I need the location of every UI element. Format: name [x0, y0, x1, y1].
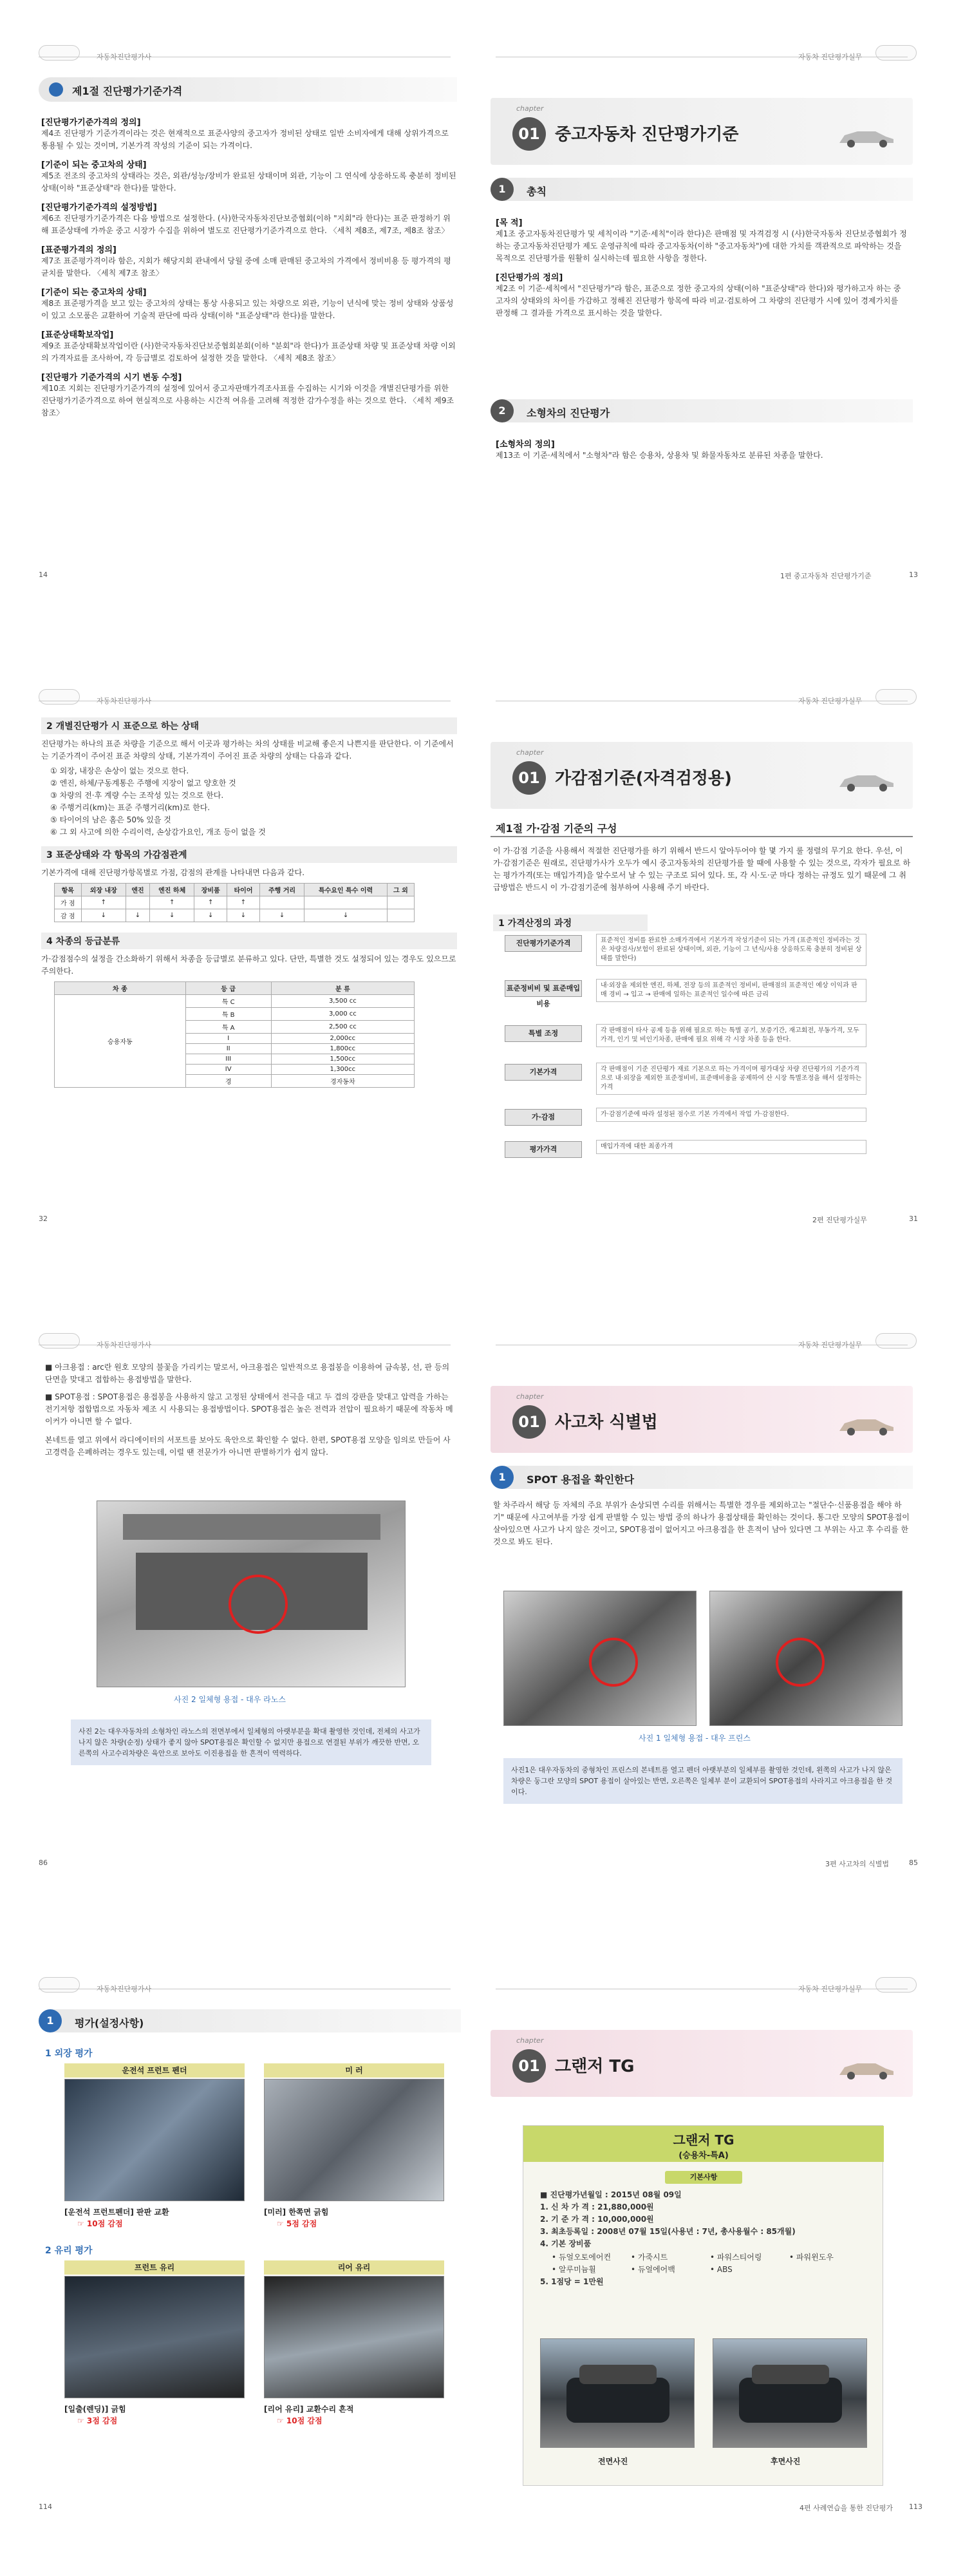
article-text: 제4조 진단평가 기준가격이라는 것은 현재적으로 표준사양의 중고자가 정비된 상태로 일반 소비자에게 대해 상위가격으로 통용될 수 있는 것이며, 기본가격 작성의 기준이 되는 가격이다.	[41, 129, 449, 150]
page-number: 31	[909, 1215, 918, 1223]
header-title: 자동차진단평가사	[97, 1341, 152, 1349]
front-car-photo	[540, 2338, 695, 2448]
section-bar	[491, 399, 913, 422]
article-text: 제6조 진단평가기준가격은 다음 방법으로 설정한다. (사)한국자동차진단보증협회(이하 "지회"라 한다)는 표준 판정하기 위해 표준상태에 가까운 중고 시장가 수집을 위하여 별도로 진단평가기준가격으로 한다. 〈세칙 제8조, 제7조, 제8조 참조〉	[41, 214, 451, 235]
article-heading: [기준이 되는 중고차의 상태]	[41, 288, 147, 298]
page-86	[26, 1352, 476, 1874]
paragraph: 본네트를 열고 위에서 라디에이터의 서포트를 보아도 육안으로 확인할 수 없다. 한편, SPOT용접 모양을 임의로 만들어 사고경력을 은폐하려는 경우도 있는데, 이럴 땐 전문가가 아니면 판별하기가 쉽지 않다.	[45, 1435, 451, 1457]
article-heading: [표준평가격의 정의]	[41, 245, 117, 255]
article-text: 제8조 표준평가격을 보고 있는 중고차의 상태는 통상 사용되고 있는 차량으로 외관, 기능이 년식에 맞는 정비 상태와 상품성이 있고 소모품은 교환하여 기술적 판단에 따라 상태(이하 "표준상태"라 한다)를 말한다.	[41, 299, 454, 320]
highlight-circle-icon	[710, 1591, 903, 1726]
table-cell: ↑	[227, 896, 260, 909]
page-number: 14	[39, 571, 48, 579]
table-cell	[387, 896, 414, 909]
rear-photo-caption: 후면사진	[771, 2457, 801, 2466]
sub-heading: 2 개별진단평가 시 표준으로 하는 상태	[41, 717, 457, 734]
sub-heading: 1 가격산정의 과정	[493, 914, 648, 931]
front-glass-deduction: ☞ 3점 감점	[77, 2416, 118, 2425]
table-cell: 1,800cc	[271, 1044, 414, 1054]
article-heading: [표준상태확보작업]	[41, 330, 114, 340]
section-title: 소형차의 진단평가	[527, 407, 610, 419]
spec-line: 4. 기본 장비품	[540, 2239, 592, 2248]
list-item: ② 엔진, 하체/구동계통은 주행에 지장이 없고 양호한 것	[50, 779, 236, 788]
table-row	[55, 909, 415, 922]
table-cell: ↑	[194, 896, 227, 909]
option-item: • 듀얼오토에어컨	[552, 2253, 612, 2262]
table-header-cell: 타이어	[227, 884, 260, 896]
rear-car-photo	[713, 2338, 867, 2448]
header-title: 자동차 진단평가실무	[798, 53, 863, 61]
flow-box: 평가가격	[505, 1141, 582, 1158]
content	[45, 1361, 457, 1459]
page-13	[478, 64, 928, 586]
table-cell: ↓	[259, 909, 304, 922]
flow-text: 각 판매점이 타사 공제 등을 위해 필요로 하는 특별 공기, 보증기간, 재고회전, 부동가격, 모두가격, 인기 및 비인기차종, 판매에 필요 위해 각 시장 차종 등을 한다.	[596, 1024, 866, 1047]
chapter-banner	[491, 742, 913, 809]
chapter-banner	[491, 2030, 913, 2097]
section-number: 1	[39, 2009, 62, 2032]
spec-line: 3. 최초등록일 : 2008년 07월 15일(사용년 : 7년, 총사용월수 : 85개월)	[540, 2227, 796, 2236]
weld-photo-right	[709, 1591, 903, 1726]
grade-table	[54, 981, 415, 1088]
points-table	[54, 883, 415, 922]
chapter-title: 사고차 식별법	[555, 1413, 658, 1432]
spread-4	[0, 1932, 954, 2524]
table-header-row	[55, 982, 415, 995]
page-number: 114	[39, 2503, 52, 2511]
section-bar	[39, 2009, 461, 2032]
front-glass-desc: [일출(렌딩)] 긁힘	[64, 2405, 126, 2414]
engine-photo	[97, 1501, 406, 1687]
chapter-number: 01	[512, 761, 546, 795]
page-number: 86	[39, 1859, 48, 1867]
page-114	[26, 1996, 476, 2518]
page-14	[26, 64, 476, 586]
option-item: • 듀얼에어백	[631, 2265, 675, 2274]
sub-heading: 3 표준상태와 각 항목의 가감점관계	[41, 846, 457, 863]
flow-box: 표준정비비 및 표준매입 비용	[505, 980, 582, 997]
section-dot-icon	[49, 82, 63, 97]
flow-box: 특별 조정	[505, 1025, 582, 1042]
header-title: 자동차진단평가사	[97, 53, 152, 61]
table-header-cell: 주행 거리	[259, 884, 304, 896]
table-header-cell: 등 급	[185, 982, 271, 995]
options-grid	[552, 2251, 868, 2276]
list-item: ⑤ 타이어의 남은 홈은 50% 있을 것	[50, 815, 171, 824]
paragraph: 할 차주라서 해당 등 자체의 주요 부위가 손상되면 수리를 위해서는 특별한 경우를 제외하고는 "절단수·신품용접을 해야 하기" 때문에 사고여부를 가장 쉽게 판별할 수 있는 방법 중의 하나가 용접상태를 확인하는 것이다. 통그란 모양의 SPOT용접이 살아있으면 사고가 나지 않은 것이고, SPOT용접이 없어지고 아크용접을 한 흔적이 남아 있다면 그 부위는 사고 후 수리를 한 것으로 봐도 된다.	[493, 1501, 910, 1546]
page-32	[26, 708, 476, 1230]
price-flow	[493, 935, 912, 1193]
section-number: 1	[491, 178, 514, 201]
header-title: 자동차 진단평가실무	[798, 1985, 863, 1993]
articles	[496, 431, 908, 462]
section-bar	[491, 1466, 913, 1489]
photo-caption: 사진 1 일체형 용접 - 대우 프린스	[639, 1734, 751, 1743]
mirror-photo	[264, 2079, 444, 2201]
section-title: 평가(설정사항)	[75, 2017, 144, 2029]
table-cell	[126, 896, 149, 909]
chapter-label: chapter	[516, 1392, 544, 1401]
table-header-cell: 항목	[55, 884, 82, 896]
section-title: SPOT 용접을 확인한다	[527, 1473, 635, 1486]
page-31	[478, 708, 928, 1230]
paragraph: 가·감점점수의 설정을 간소화하기 위해서 차종을 등급별로 분류하고 있다. 단만, 특별한 것도 설정되어 있는 경우도 있으므로 주의한다.	[41, 954, 456, 976]
flow-text: 가·감점기준에 따라 설정된 점수로 기본 가격에서 작업 가·감점한다.	[596, 1108, 866, 1122]
car-icon	[836, 124, 897, 149]
car-icon	[836, 768, 897, 793]
flow-box: 기본가격	[505, 1064, 582, 1081]
article-text: 제9조 표준상태확보작업이란 (사)한국자동차진단보증협회분회(이하 "분회"라 한다)가 표준상태 차량 및 표준상태 차량 이외의 가격자료를 조사하여, 각 등급별로 검토하여 설정한 것을 말한다. 〈세칙 제8조 참조〉	[41, 341, 456, 363]
spec-title: 그랜저 TG	[673, 2132, 734, 2148]
front-photo-caption: 전면사진	[598, 2457, 628, 2466]
paragraph: 진단평가는 하나의 표준 차량을 기준으로 해서 이곳과 평가하는 차의 상태를 비교해 좋은지 나쁜지를 판단한다. 이 기준에서는 기준가격이 주어진 표준 차량의 상태, 기본가격이 주어진 표준 차량의 상태는 다음과 같다.	[41, 739, 454, 761]
table-header-cell: 특수요인 특수 이력	[304, 884, 388, 896]
table-cell: ↓	[81, 909, 126, 922]
article-text: 제13조 이 기준·세칙에서 "소형차"라 함은 승용차, 상용차 및 화물자동차로 분류된 차종을 말한다.	[496, 451, 823, 460]
rear-glass-photo	[264, 2276, 444, 2398]
page-footer-title: 4편 사례연습을 통한 진단평가	[800, 2504, 893, 2512]
section-bar	[491, 178, 913, 201]
list-item: ① 외장, 내장은 손상이 없는 것으로 한다.	[50, 766, 189, 775]
table-cell: 1,300cc	[271, 1065, 414, 1075]
table-cell: 특 B	[185, 1008, 271, 1021]
header-title: 자동차진단평가사	[97, 697, 152, 705]
option-item: • ABS	[710, 2265, 733, 2274]
chapter-label: chapter	[516, 104, 544, 113]
table-cell: 경	[185, 1075, 271, 1088]
section-number: 1	[491, 1466, 514, 1489]
spec-label: 기본사항	[665, 2171, 742, 2184]
flow-box: 진단평가기준가격	[505, 935, 582, 952]
article-text: 제10조 지회는 진단평가기준가격의 설정에 있어서 중고자판매가격조사표를 수집하는 시기와 이것을 개별진단평가를 위한 진단평가기준가격으로 하여 현실적으로 사용하는 시간적 여유를 고려해 적정한 감가수정을 하는 것으로 한다. 〈세칙 제9조 참조〉	[41, 384, 454, 417]
table-cell: 특 C	[185, 995, 271, 1008]
flow-text: 매입가격에 대한 최종가격	[596, 1140, 866, 1154]
sub-heading: 4 차종의 등급분류	[41, 933, 457, 949]
header-title: 자동차 진단평가실무	[798, 1341, 863, 1349]
chapter-banner	[491, 98, 913, 165]
page-footer-title: 2편 진단평가실무	[812, 1216, 867, 1224]
table-header-cell: 장비품	[194, 884, 227, 896]
fender-photo	[64, 2079, 245, 2201]
chapter-number: 01	[512, 2049, 546, 2083]
paragraph: 기본가격에 대해 진단평가항목별로 가점, 감점의 관계를 나타내면 다음과 같다.	[41, 868, 305, 877]
table-cell: 가 점	[55, 896, 82, 909]
table-header-cell: 분 류	[271, 982, 414, 995]
articles	[41, 109, 457, 419]
photo-caption: 사진 2 일체형 용접 - 대우 라노스	[174, 1695, 286, 1704]
table-cell: 특 A	[185, 1021, 271, 1034]
table-cell: IV	[185, 1065, 271, 1075]
group-heading: 1 외장 평가	[45, 2049, 93, 2059]
table-cell: I	[185, 1034, 271, 1044]
section-title: 제1절 진단평가기준가격	[72, 85, 183, 97]
section-number: 2	[491, 399, 514, 422]
header-title: 자동차 진단평가실무	[798, 697, 863, 705]
flow-text: 각 판매점이 기준 진단평가 재료 기본으로 하는 가격이며 평가대상 차량 진단평가의 기준가격으로 내·외장을 제외한 표준정비비, 표준매비용을 공제하여 산 시장 특별조정을 해서 설정하는 가격	[596, 1063, 866, 1095]
spread-3	[0, 1288, 954, 1880]
photo-label: 운전석 프런트 펜더	[64, 2063, 245, 2078]
rear-glass-desc: [리어 유리] 교환수리 흔적	[264, 2405, 354, 2414]
article-text: 제7조 표준평가격이라 함은, 지회가 해당지회 관내에서 당월 중에 소매 판매된 중고차의 가격에서 정비비용 등 평가격의 평균치를 말한다. 〈세칙 제7조 참조〉	[41, 256, 451, 278]
rear-glass-deduction: ☞ 10점 감점	[277, 2416, 323, 2425]
articles	[496, 210, 908, 319]
article-heading: [진단평가 기준가격의 시기 변동 수정]	[41, 373, 182, 383]
section-header-bar	[39, 77, 457, 102]
article-heading: [진단평가기준가격의 정의]	[41, 118, 141, 128]
table-cell: ↓	[150, 909, 194, 922]
caption-box: 사진 2는 대우자동차의 소형차인 라노스의 전면부에서 일체형의 아랫부분을 확대 촬영한 것인데, 전체의 사고가 나지 않은 차량(순정) 상태가 좋지 않아 SPOT용접은 확인할 수 없지만 용접으로 연결된 부위가 깨끗한 반면, 오른쪽의 사고수리차량은 육안으로 보아도 이진용접을 한 흔적이 역력하다.	[71, 1719, 431, 1765]
mirror-deduction: ☞ 5점 감점	[277, 2219, 317, 2228]
spread-1	[0, 0, 954, 592]
page-number: 113	[909, 2503, 922, 2511]
car-icon	[836, 1412, 897, 1437]
table-cell: 2,500 cc	[271, 1021, 414, 1034]
table-cell: ↓	[194, 909, 227, 922]
table-cell: II	[185, 1044, 271, 1054]
page-number: 32	[39, 1215, 48, 1223]
spec-card	[523, 2125, 883, 2486]
table-cell	[304, 896, 388, 909]
table-cell	[259, 896, 304, 909]
caption-box: 사진1은 대우자동차의 중형차인 프린스의 본네트를 열고 펜더 아랫부분의 일체부를 촬영한 것인데, 왼쪽의 사고가 나지 않은 차량은 둥그란 모양의 SPOT 용접이 살아있는 반면, 오른쪽은 일체부 분이 교환되어 SPOT용접의 사라지고 아크용접을 한 것이다.	[503, 1758, 903, 1804]
article-heading: [목 적]	[496, 218, 523, 228]
option-item: • 가죽시트	[631, 2253, 668, 2262]
article-text: 제1조 중고자동차진단평가 및 세칙이라 "기준·세칙"이라 한다)은 판매점 및 자격검정 시 (사)한국자동차 진단보증협회가 정하는 중고자동차진단평가 제도 운영규칙에 따라 중고자동차(이하 "중고자동차")에 대한 가치를 객관적으로 파악하는 것을 목적으로 진단평가를 원활히 실시하는데 필요한 사항을 정한다.	[496, 229, 907, 263]
chapter-banner	[491, 1386, 913, 1453]
page-85	[478, 1352, 928, 1874]
option-item: • 파워스티어링	[710, 2253, 762, 2262]
bullet-spot: ■ SPOT용접 : SPOT용접은 용접봉을 사용하지 않고 고정된 상태에서 전극을 대고 두 겹의 강판을 맞대고 압력을 가하는 전기저항 접합법으로 자동차 제조 시 사용되는 용접방법이다. SPOT용접은 높은 전력과 전압이 필요하기 때문에 작동차 메이커가 아니면 할 수 없다.	[45, 1392, 453, 1426]
page-number: 85	[909, 1859, 918, 1867]
highlight-circle-icon	[97, 1501, 406, 1687]
page-number: 13	[909, 571, 918, 579]
flow-text: 내·외장을 제외한 엔진, 하체, 전장 등의 표준적인 정비비, 판매점의 표준적인 예상 이익과 판매 경비 → 입고 → 판매에 일하는 표준적인 일수에 따른 금리	[596, 979, 866, 1002]
spec-subtitle: (승용차-특A)	[678, 2151, 729, 2161]
flow-box: 가·감점	[505, 1109, 582, 1126]
article-heading: [기준이 되는 중고차의 상태]	[41, 160, 147, 170]
table-row	[55, 896, 415, 909]
table-cell: 3,000 cc	[271, 1008, 414, 1021]
photo-label: 리어 유리	[264, 2260, 444, 2275]
table-cell: 경자동차	[271, 1075, 414, 1088]
chapter-title: 중고자동차 진단평가기준	[555, 125, 739, 144]
table-cell: ↓	[227, 909, 260, 922]
mirror-desc: [미러] 한쪽면 긁힘	[264, 2208, 329, 2217]
list-item: ⑥ 그 외 사고에 의한 수리이력, 손상감가요인, 개조 등이 없을 것	[50, 828, 266, 837]
article-text: 제5조 전조의 중고차의 상태라는 것은, 외관/성능/장비가 완료된 상태이며 외관, 기능이 그 연식에 상응하도록 충분히 정비된 상태(이하 "표준상태"라 한다)를 말한다.	[41, 171, 456, 193]
spread-2	[0, 644, 954, 1236]
table-header-row	[55, 884, 415, 896]
table-cell: ↓	[126, 909, 149, 922]
article-heading: [진단평가의 정의]	[496, 273, 563, 283]
chapter-title: 그랜저 TG	[555, 2057, 635, 2076]
page-113	[478, 1996, 928, 2518]
table-header-cell: 외장 내장	[81, 884, 126, 896]
bullet-arc: ■ 아크용접 : arc란 원호 모양의 불꽃을 가리키는 말로서, 아크용접은 일반적으로 용접봉을 이용하여 금속봉, 선, 판 등의 단면을 맞대고 접합하는 용접방법을 말한다.	[45, 1363, 450, 1384]
spec-line: 5. 1점당 = 1만원	[540, 2277, 604, 2286]
table-header-cell: 차 종	[55, 982, 186, 995]
table-cell: 3,500 cc	[271, 995, 414, 1008]
table-header-cell: 엔진 하체	[150, 884, 194, 896]
table-row	[55, 995, 415, 1008]
highlight-circle-icon	[504, 1591, 697, 1726]
photo-label: 미 러	[264, 2063, 444, 2078]
spec-header	[523, 2126, 884, 2162]
table-header-cell: 그 외	[387, 884, 414, 896]
table-cell: 승용자동	[55, 995, 186, 1088]
spec-line: 2. 기 준 가 격 : 10,000,000원	[540, 2215, 654, 2224]
section-title: 제1절 가·감점 기준의 구성	[491, 818, 913, 837]
table-cell: 2,000cc	[271, 1034, 414, 1044]
fender-desc: [운전석 프런트펜더] 판판 교환	[64, 2208, 169, 2217]
option-item: • 알루미늄휠	[552, 2265, 596, 2274]
article-text: 제2조 이 기준·세칙에서 "진단평가"라 함은, 표준으로 정한 중고자의 상태(이하 "표준상태"라 한다)와 평가하고자 하는 중고자의 상태와의 차이를 가감하고 정해진 진단평가 항목에 따라 비교·검토하여 그 차량의 진단평가 시에 있어 경제가치를 판정해 그 결과를 가격으로 표시하는 것을 말한다.	[496, 284, 901, 317]
spec-list	[540, 2189, 868, 2288]
car-icon	[836, 2056, 897, 2081]
chapter-title: 가감점기준(자격검정용)	[555, 769, 732, 788]
page-footer-title: 3편 사고차의 식별법	[825, 1860, 889, 1868]
content	[41, 717, 457, 1088]
spec-line: 1. 신 차 가 격 : 21,880,000원	[540, 2202, 654, 2211]
page-footer-title: 1편 중고자동차 진단평가기준	[780, 572, 872, 580]
spec-line: ■ 진단평가년월일 : 2015년 08월 09일	[540, 2190, 682, 2199]
car-front-icon	[541, 2339, 695, 2448]
article-heading: [소형차의 정의]	[496, 440, 555, 450]
chapter-number: 01	[512, 1405, 546, 1439]
chapter-label: chapter	[516, 2036, 544, 2045]
section-title: 총칙	[527, 185, 547, 198]
chapter-label: chapter	[516, 748, 544, 757]
chapter-number: 01	[512, 117, 546, 151]
table-cell: ↓	[304, 909, 388, 922]
list-item: ③ 차량의 전·후 계량 수는 조작성 있는 것으로 한다.	[50, 791, 224, 800]
table-cell: ↑	[150, 896, 194, 909]
option-item: • 파워윈도우	[789, 2253, 834, 2262]
table-cell	[387, 909, 414, 922]
condition-list	[50, 765, 457, 838]
photo-label: 프런트 유리	[64, 2260, 245, 2275]
table-cell: 감 점	[55, 909, 82, 922]
weld-photo-left	[503, 1591, 697, 1726]
table-header-cell: 엔진	[126, 884, 149, 896]
list-item: ④ 주행거리(km)는 표준 주행거리(km)로 한다.	[50, 803, 210, 812]
flow-text: 표준적인 정비를 완료한 소매가격에서 기본가격 작성기준이 되는 가격 (표준적인 정비라는 것은 차량검사/보험이 완료된 상태이며, 외관, 기능이 그 년식/사용 상응하도록 충분히 정비된 상태를 말한다)	[596, 934, 866, 966]
table-cell: 1,500cc	[271, 1054, 414, 1065]
front-glass-photo	[64, 2276, 245, 2398]
paragraph: 이 가·감점 기준을 사용해서 적절한 진단평가를 하기 위해서 반드시 알아두어야 할 몇 가지 룰 정렬의 무기요 한다. 우선, 이 가·감점기준은 원래로, 진단평가사가 오두가 예시 중고자동차의 진단평가를 할 때에 사용할 수 있는 것으로, 각자가 필요로 하는 평가가격(또는 매입가격)을 알수로서 날 수 있는 구조로 되어 있다. 또, 각 시·도·군 마다 정하는 규정도 있기 때문에 그 취급방법은 반드시 이 가·감점기준에 첨부하여 사용해 주기 바란다.	[493, 846, 911, 892]
table-cell: III	[185, 1054, 271, 1065]
header-title: 자동차진단평가사	[97, 1985, 152, 1993]
fender-deduction: ☞ 10점 감점	[77, 2219, 123, 2228]
table-cell: ↑	[81, 896, 126, 909]
car-rear-icon	[713, 2339, 867, 2448]
group-heading: 2 유리 평가	[45, 2246, 93, 2256]
article-heading: [진단평가기준가격의 설정방법]	[41, 203, 157, 213]
